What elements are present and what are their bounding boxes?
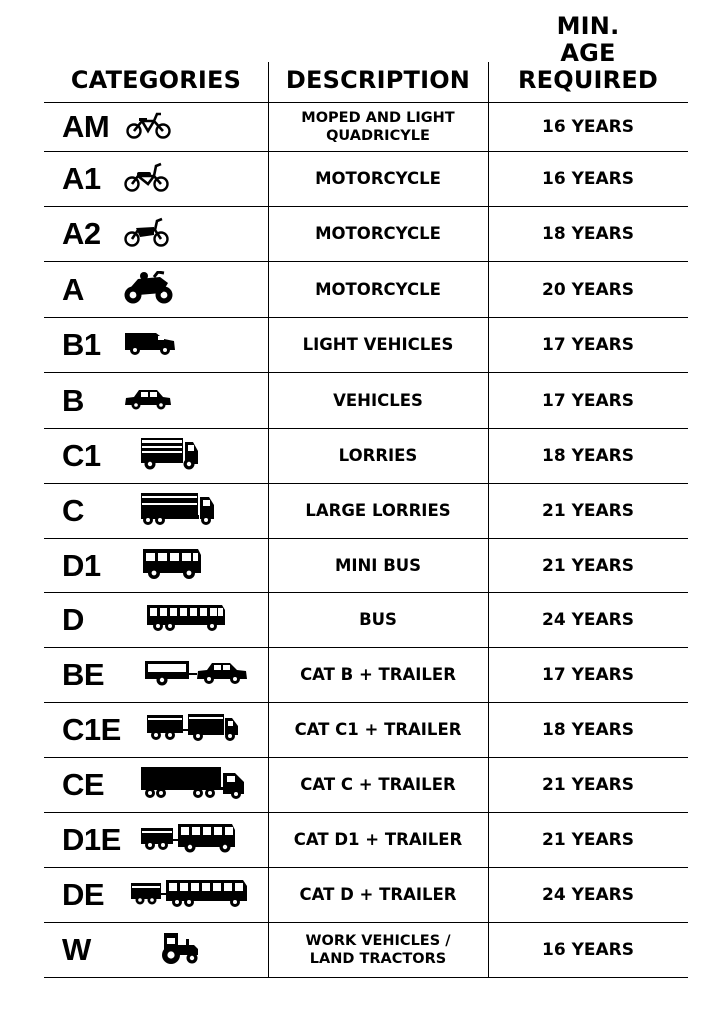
minibus-trailer-icon — [140, 822, 236, 858]
category-code: AM — [62, 109, 110, 144]
category-code: D — [62, 602, 84, 637]
description-line: LIGHT VEHICLES — [302, 335, 454, 354]
category-description — [268, 720, 488, 740]
description-line: MINI BUS — [334, 555, 422, 575]
moped-icon — [126, 111, 172, 143]
min-age: 24 YEARS — [542, 885, 634, 905]
category-description — [268, 501, 488, 521]
lorry-trailer-icon — [146, 713, 240, 747]
description-line: QUADRICYLE — [326, 128, 430, 144]
description-line: MOTORCYCLE — [315, 279, 441, 299]
table-row — [44, 103, 688, 152]
min-age: 21 YEARS — [542, 555, 634, 576]
category-code: C1E — [62, 712, 121, 747]
table-row — [44, 152, 688, 207]
category-description — [268, 335, 488, 355]
table-row — [44, 923, 688, 978]
min-age: 18 YEARS — [542, 446, 634, 466]
category-description — [268, 391, 488, 411]
category-code: A2 — [62, 216, 101, 251]
articulated-lorry-icon — [140, 766, 246, 804]
description-line: CAT C + TRAILER — [300, 775, 456, 794]
header-categories: CATEGORIES — [70, 66, 242, 94]
category-code: A1 — [62, 161, 101, 196]
table-row — [44, 207, 688, 262]
category-description — [268, 932, 488, 968]
tractor-icon — [160, 931, 200, 969]
category-code: W — [62, 932, 91, 967]
category-code: C1 — [62, 438, 101, 473]
category-code: D1 — [62, 547, 101, 583]
category-code: BE — [62, 657, 105, 692]
table-row — [44, 262, 688, 318]
table-row — [44, 429, 688, 484]
category-code: A — [62, 271, 84, 307]
table-row — [44, 868, 688, 923]
lorry-icon — [140, 437, 200, 475]
category-code: C — [62, 493, 84, 528]
description-line: LARGE LORRIES — [305, 501, 451, 520]
car-trailer-icon — [144, 659, 248, 691]
minibus-icon — [142, 547, 202, 585]
category-description — [268, 830, 488, 850]
table-row — [44, 593, 688, 648]
min-age: 16 YEARS — [542, 169, 634, 189]
license-categories-table — [44, 12, 688, 978]
category-description — [268, 775, 488, 795]
min-age: 17 YEARS — [542, 335, 634, 355]
min-age: 18 YEARS — [542, 224, 634, 244]
category-description — [268, 446, 488, 466]
description-line: CAT D + TRAILER — [299, 885, 457, 904]
table-row — [44, 813, 688, 868]
category-description — [268, 665, 488, 685]
category-description — [268, 885, 488, 905]
category-code: DE — [62, 877, 105, 912]
description-line: BUS — [359, 610, 397, 629]
header-min-age-line2: AGE REQUIRED — [517, 39, 659, 94]
large-lorry-icon — [140, 492, 216, 530]
category-code: B — [62, 382, 84, 418]
header-description: DESCRIPTION — [285, 66, 471, 94]
table-header — [44, 12, 688, 103]
car-icon — [124, 388, 172, 414]
category-code: CE — [62, 767, 105, 802]
description-line: LORRIES — [338, 446, 418, 465]
description-line: MOTORCYCLE — [315, 224, 441, 243]
motorcycle-icon — [124, 216, 170, 252]
min-age: 21 YEARS — [542, 830, 634, 850]
min-age: 24 YEARS — [542, 610, 634, 630]
category-description — [268, 610, 488, 630]
category-description — [268, 109, 488, 145]
description-line: MOTORCYCLE — [315, 169, 441, 188]
header-min-age — [488, 13, 688, 94]
table-row — [44, 373, 688, 429]
category-description — [268, 169, 488, 189]
category-description — [268, 280, 488, 300]
min-age: 20 YEARS — [542, 279, 634, 300]
description-line: CAT D1 + TRAILER — [293, 830, 463, 849]
description-line: MOPED AND LIGHT — [301, 110, 455, 126]
large-motorcycle-icon — [124, 271, 174, 309]
description-line: WORK VEHICLES / — [305, 933, 451, 949]
bus-icon — [146, 603, 226, 637]
van-icon — [124, 330, 176, 360]
table-row — [44, 318, 688, 373]
description-line: CAT C1 + TRAILER — [294, 720, 462, 739]
light-motorcycle-icon — [124, 161, 170, 197]
min-age: 16 YEARS — [542, 117, 634, 137]
min-age: 18 YEARS — [542, 720, 634, 740]
description-line: VEHICLES — [333, 390, 423, 410]
min-age: 16 YEARS — [542, 940, 634, 960]
table-row — [44, 758, 688, 813]
description-line: LAND TRACTORS — [309, 951, 447, 967]
min-age: 17 YEARS — [542, 390, 634, 411]
category-code: D1E — [62, 822, 121, 857]
category-code: B1 — [62, 327, 101, 362]
min-age: 17 YEARS — [542, 665, 634, 685]
category-description — [268, 224, 488, 244]
min-age: 21 YEARS — [542, 775, 634, 795]
table-body — [44, 103, 688, 978]
bus-trailer-icon — [130, 878, 248, 912]
min-age: 21 YEARS — [542, 501, 634, 521]
description-line: CAT B + TRAILER — [300, 665, 456, 684]
table-row — [44, 484, 688, 539]
category-description — [268, 556, 488, 576]
table-row — [44, 539, 688, 593]
table-row — [44, 703, 688, 758]
header-min-age-line1: MIN. — [556, 12, 620, 40]
table-row — [44, 648, 688, 703]
